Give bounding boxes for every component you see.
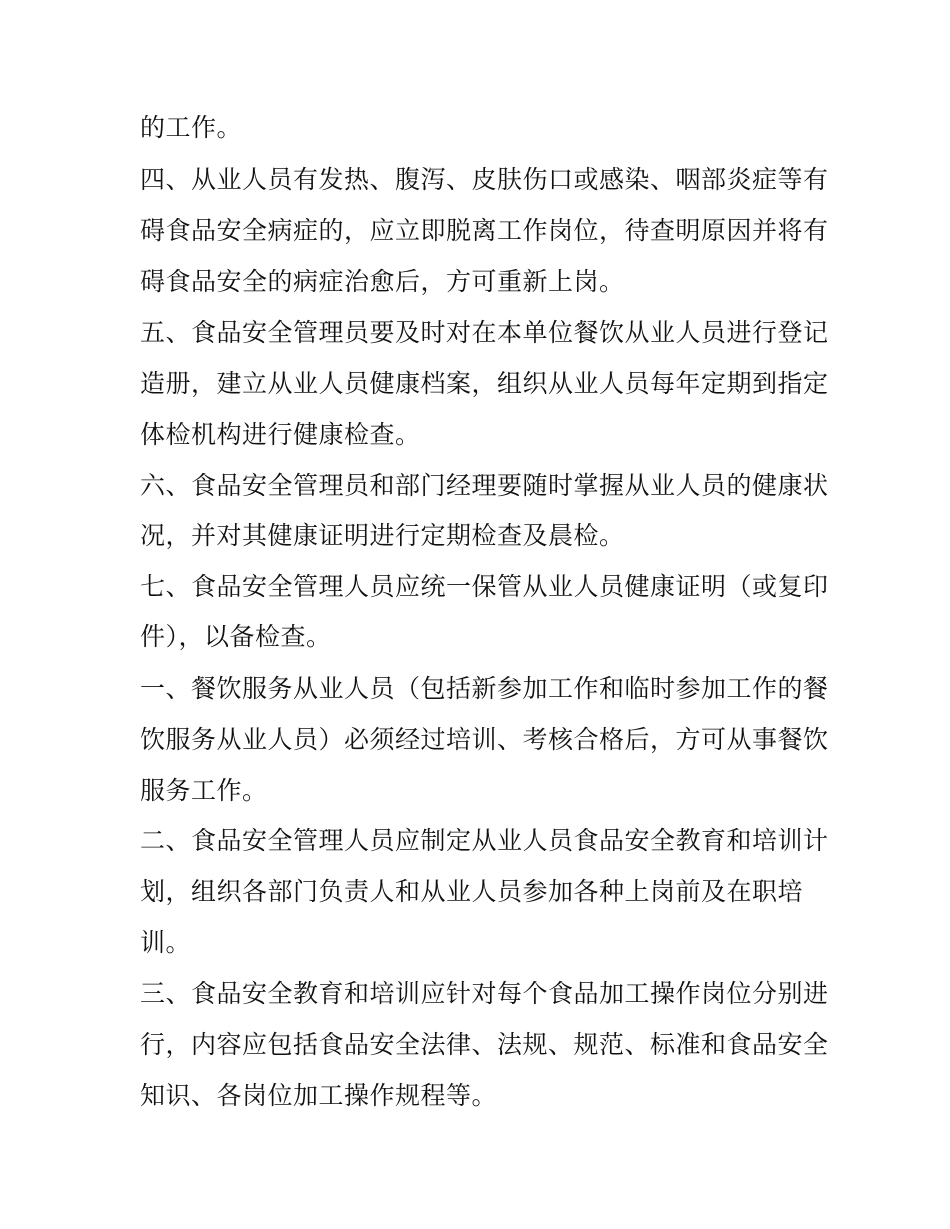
text-line: 况，并对其健康证明进行定期检查及晨检。: [140, 521, 625, 550]
text-line: 六、食品安全管理员和部门经理要随时掌握从业人员的健康状: [140, 471, 829, 500]
text-line: 造册，建立从业人员健康档案，组织从业人员每年定期到指定: [140, 369, 829, 398]
text-line: 体检机构进行健康检查。: [140, 420, 421, 449]
text-line: 行，内容应包括食品安全法律、法规、规范、标准和食品安全: [140, 1030, 829, 1059]
text-line: 七、食品安全管理人员应统一保管从业人员健康证明（或复印: [140, 572, 829, 601]
text-line: 饮服务从业人员）必须经过培训、考核合格后，方可从事餐饮: [140, 725, 829, 754]
text-line: 一、餐饮服务从业人员（包括新参加工作和临时参加工作的餐: [140, 674, 829, 703]
text-line: 件），以备检查。: [140, 622, 332, 651]
text-line: 划，组织各部门负责人和从业人员参加各种上岗前及在职培: [140, 877, 804, 906]
text-line: 碍食品安全的病症治愈后，方可重新上岗。: [140, 267, 625, 296]
text-line: 训。: [140, 928, 192, 957]
text-line: 知识、各岗位加工操作规程等。: [140, 1081, 498, 1110]
text-line: 碍食品安全病症的，应立即脱离工作岗位，待查明原因并将有: [140, 216, 829, 245]
text-line: 的工作。: [140, 113, 243, 142]
text-line: 服务工作。: [140, 776, 268, 805]
text-line: 二、食品安全管理人员应制定从业人员食品安全教育和培训计: [140, 826, 829, 855]
text-line: 三、食品安全教育和培训应针对每个食品加工操作岗位分别进: [140, 979, 829, 1008]
text-line: 五、食品安全管理员要及时对在本单位餐饮从业人员进行登记: [140, 318, 829, 347]
text-line: 四、从业人员有发热、腹泻、皮肤伤口或感染、咽部炎症等有: [140, 165, 829, 194]
